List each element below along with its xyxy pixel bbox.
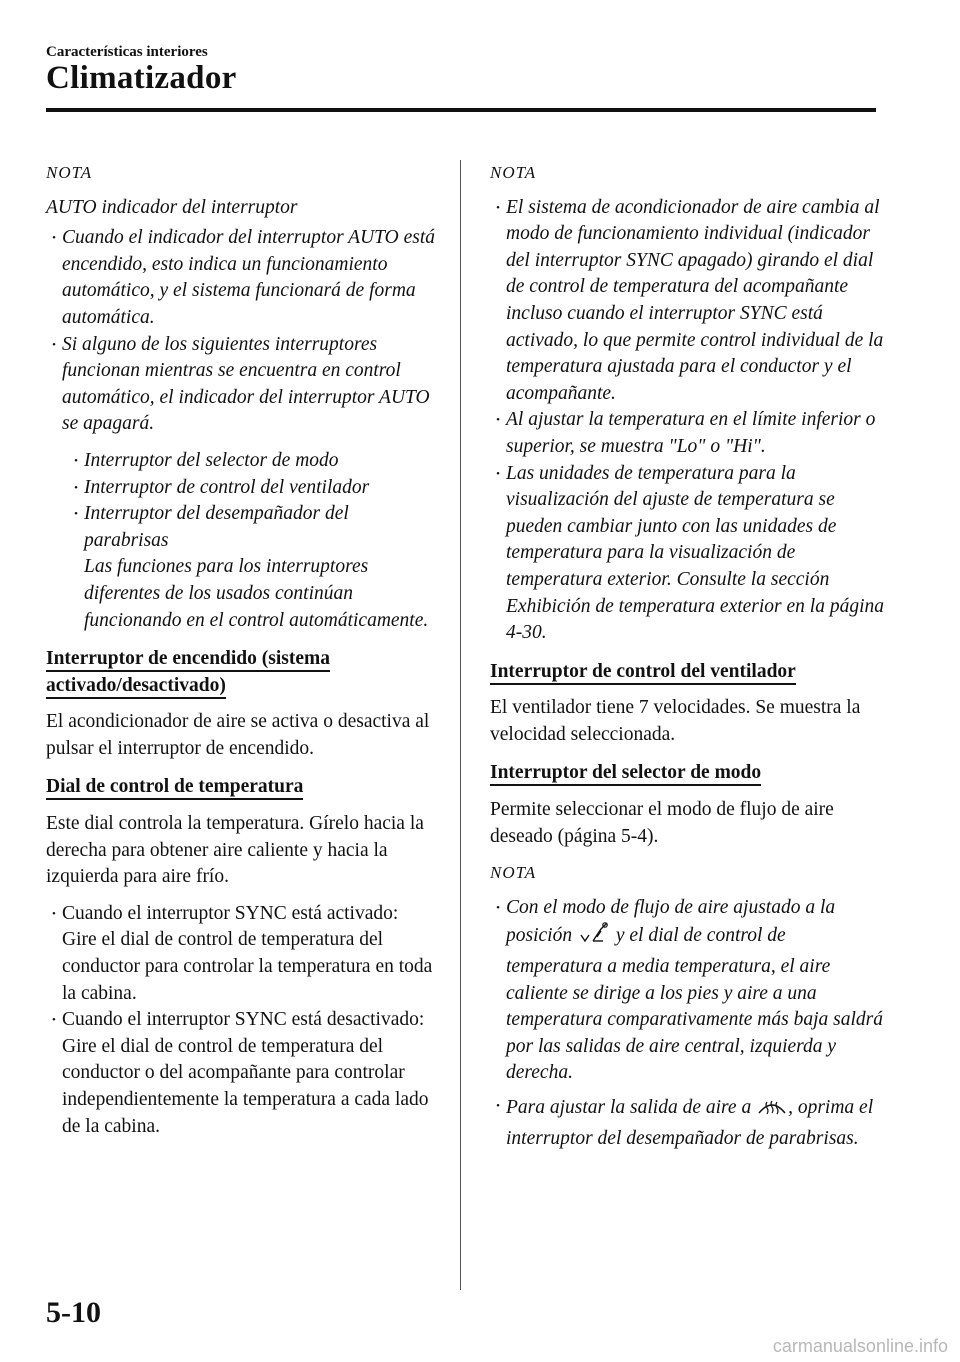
- nota-label: NOTA: [490, 163, 537, 182]
- nota-label: NOTA: [46, 163, 93, 182]
- header-divider: [46, 108, 876, 112]
- temperature-bullet: • Cuando el interruptor SYNC está activado:: [46, 901, 436, 928]
- nota-label: NOTA: [490, 863, 537, 883]
- left-column: [46, 160, 436, 1140]
- nota-sub-bullet: • Interruptor de control del ventilador: [46, 475, 436, 502]
- temperature-paragraph: Este dial controla la temperatura. Gírelo hacia la derecha para obtener aire caliente y hacia la izquierda para aire frío.: [46, 813, 424, 888]
- nota-bullet: • Para ajustar la salida de aire a , oprima el interruptor del desempañador de parabrisas.: [490, 1093, 885, 1152]
- fan-paragraph: El ventilador tiene 7 velocidades. Se muestra la velocidad seleccionada.: [490, 697, 861, 745]
- section-heading-temperature: Dial de control de temperatura: [46, 774, 436, 801]
- section-heading-fan: Interruptor de control del ventilador: [490, 659, 885, 686]
- watermark: carmanualsonline.info: [772, 1336, 948, 1356]
- nota-subtitle: AUTO indicador del interruptor: [46, 196, 298, 218]
- column-divider: [460, 160, 461, 1290]
- nota-bullet: • Cuando el indicador del interruptor AUTO está encendido, esto indica un funcionamiento automático, y el sistema funcionará de forma automática.: [46, 225, 436, 331]
- nota-sub-note: Las funciones para los interruptores diferentes de los usados continúan funcionando en el control automáticamente.: [84, 556, 429, 631]
- floor-vent-icon: [577, 921, 611, 954]
- mode-paragraph: Permite seleccionar el modo de flujo de aire deseado (página 5-4).: [490, 799, 834, 847]
- nota-sub-bullet: • Interruptor del selector de modo: [46, 448, 436, 475]
- power-paragraph: El acondicionador de aire se activa o desactiva al pulsar el interruptor de encendido.: [46, 711, 430, 759]
- temperature-bullet-detail: Gire el dial de control de temperatura del conductor o del acompañante para controlar independientemente la temperatura a cada lado de la cabina.: [62, 1035, 429, 1137]
- defroster-icon: [756, 1093, 788, 1126]
- right-column: [490, 160, 885, 1152]
- temperature-bullet: • Cuando el interruptor SYNC está desactivado:: [46, 1007, 436, 1034]
- section-label: Características interiores: [46, 44, 208, 60]
- nota-bullet: • Si alguno de los siguientes interruptores funcionan mientras se encuentra en control automático, el indicador del interruptor AUTO se apagará.: [46, 332, 436, 438]
- temperature-bullet-detail: Gire el dial de control de temperatura del conductor para controlar la temperatura en toda la cabina.: [62, 929, 433, 1004]
- page-title: Climatizador: [46, 60, 237, 96]
- nota-bullet: • Con el modo de flujo de aire ajustado a la posición y el dial de control de temperatura a media temperatura, el aire caliente se dirige a los pies y aire a una temperatura comparativamente más baja saldrá por las salidas de aire central, izquierda y derecha.: [490, 895, 885, 1087]
- nota-bullet: • Las unidades de temperatura para la visualización del ajuste de temperatura se pueden cambiar junto con las unidades de temperatura para la visualización de temperatura exterior. Consulte la sección Exhibición de temperatura exterior en la página 4-30.: [490, 461, 885, 647]
- section-heading-power: Interruptor de encendido (sistema activado/desactivado): [46, 646, 436, 699]
- nota-sub-bullet: • Interruptor del desempañador del parabrisas: [46, 501, 436, 554]
- page-number: 5-10: [46, 1296, 101, 1329]
- nota-bullet: • El sistema de acondicionador de aire cambia al modo de funcionamiento individual (indicador del interruptor SYNC apagado) girando el dial de control de temperatura del acompañante incluso cuando el interruptor SYNC está activado, lo que permite control individual de la temperatura ajustada para el conductor y el acompañante.: [490, 195, 885, 408]
- section-heading-mode: Interruptor del selector de modo: [490, 760, 885, 787]
- nota-bullet: • Al ajustar la temperatura en el límite inferior o superior, se muestra "Lo" o "Hi".: [490, 407, 885, 460]
